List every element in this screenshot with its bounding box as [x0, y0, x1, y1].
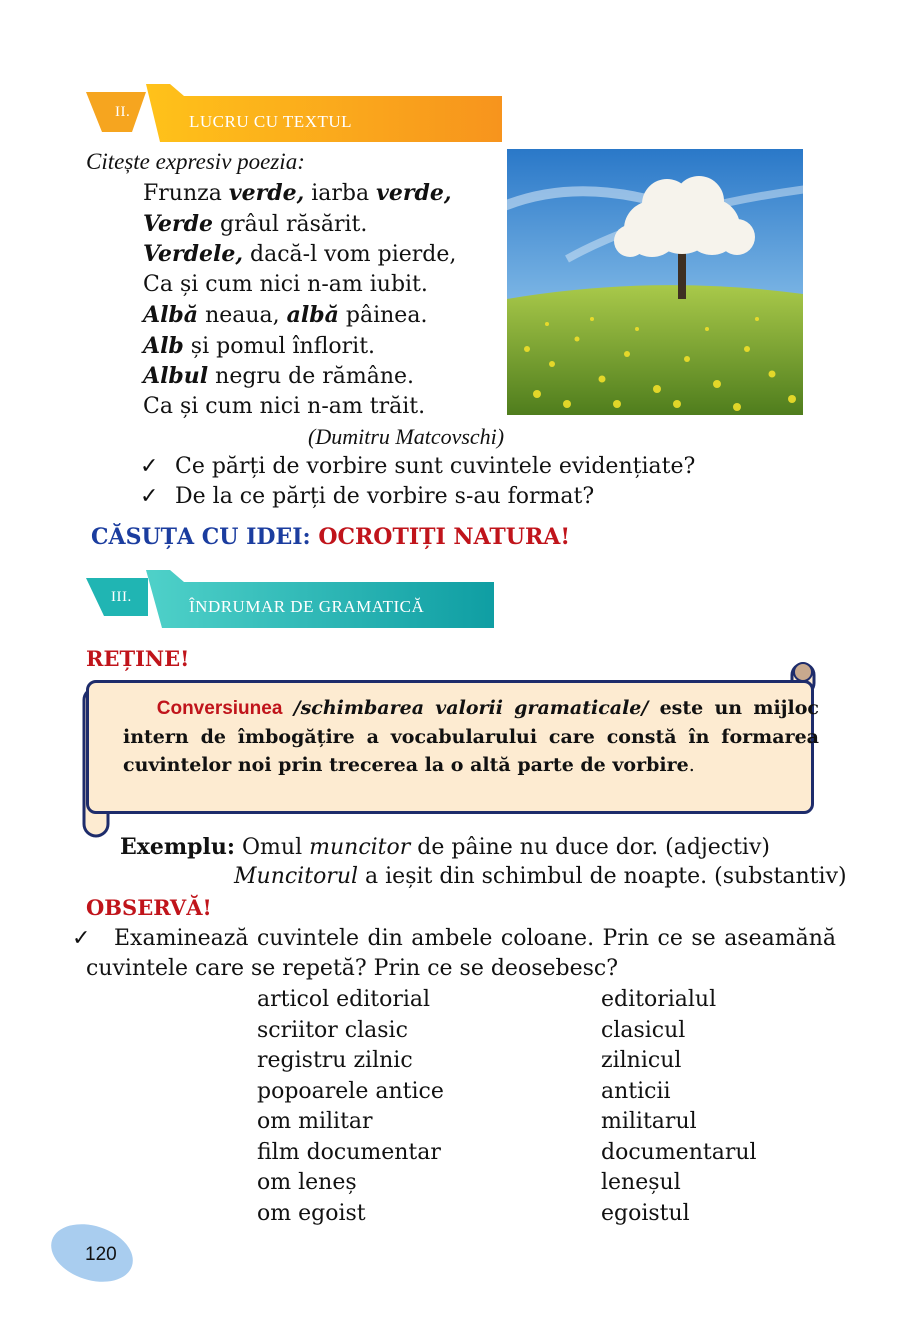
poem-line [143, 300, 427, 331]
text-segment: negru de rămâne. [208, 364, 415, 389]
rule-paren: /schimbarea valorii gramaticale/ [293, 697, 649, 719]
word-item: registru zilnic [257, 1048, 413, 1073]
ideas-line [91, 522, 570, 552]
text-segment: pâinea. [338, 303, 428, 328]
poem-line [143, 361, 414, 392]
text-segment: Omul [235, 835, 310, 860]
text-segment: de pâine nu duce dor. (adjectiv) [410, 835, 770, 860]
text-segment: albă [286, 302, 339, 328]
text-segment: neaua, [198, 303, 287, 328]
word-item: documentarul [601, 1139, 757, 1165]
rule-text [123, 694, 819, 779]
poem-line [143, 209, 367, 240]
word-item: egoistul [601, 1200, 690, 1226]
section-3-number: III. [111, 589, 132, 605]
poem-line [143, 392, 425, 422]
task-text: Examinează cuvintele din ambele coloane. Prin ce se aseamănă cuvintele care se repetă? Prin ce se deosebesc? [86, 926, 836, 981]
word-item: leneșul [601, 1170, 681, 1195]
text-segment: Muncitorul [234, 864, 359, 889]
word-item: om militar [257, 1109, 373, 1134]
rule-rest: este un mijloc intern de îmbogățire a vocabularului care constă în formarea cuvintelor noi prin trecerea la o altă parte de vorbire [123, 697, 819, 776]
page-number: 120 [85, 1244, 117, 1265]
text-segment: muncitor [309, 835, 411, 860]
example-1 [120, 832, 770, 863]
right-column [601, 985, 757, 1229]
poem-author: (Dumitru Matcovschi) [308, 424, 505, 449]
poem-line [143, 331, 375, 362]
word-item: anticii [601, 1078, 671, 1104]
text-segment: și pomul înflorit. [183, 333, 376, 359]
text-segment: Frunza [143, 181, 229, 206]
word-item: zilnicul [601, 1048, 682, 1073]
text-segment: Albă [143, 302, 199, 328]
section-2-title: LUCRU CU TEXTUL [189, 112, 353, 131]
text-segment: Ca și cum nici n-am iubit. [143, 271, 428, 297]
observa-label: OBSERVĂ! [86, 895, 212, 920]
word-item: popoarele antice [257, 1078, 444, 1104]
word-item: film documentar [257, 1139, 441, 1165]
retine-label: REȚINE! [86, 646, 190, 671]
text-segment: iarba [304, 181, 377, 206]
text-segment: Verdele, [143, 241, 244, 267]
check-icon: ✓ [72, 926, 91, 951]
rule-term: Conversiunea [156, 698, 283, 719]
word-item: editorialul [601, 987, 717, 1012]
text-segment: Albul [143, 363, 209, 389]
tree-photo [507, 149, 803, 415]
text-segment: dacă-l vom pierde, [243, 242, 457, 267]
left-column [257, 985, 444, 1229]
text-segment: Ca și cum nici n-am trăit. [143, 393, 426, 419]
question-1: Ce părți de vorbire sunt cuvintele evidențiate? [175, 454, 696, 479]
text-segment: grâul răsărit. [213, 211, 368, 237]
word-item: om leneș [257, 1170, 357, 1195]
text-segment: a ieșit din schimbul de noapte. (substantiv) [358, 864, 847, 889]
check-icon: ✓ [140, 454, 159, 479]
rule-end: . [688, 754, 695, 776]
text-segment: verde, [376, 180, 452, 206]
check-icon: ✓ [140, 484, 159, 509]
text-segment: Alb [143, 332, 184, 359]
poem-line [143, 239, 456, 270]
ideas-label: CĂSUȚA CU IDEI: [91, 524, 311, 550]
poem-line [143, 178, 452, 209]
example-2 [234, 862, 847, 892]
poem-intro: Citește expresiv poezia: [86, 149, 305, 174]
word-item: articol editorial [257, 987, 431, 1012]
word-item: scriitor clasic [257, 1017, 408, 1043]
question-2: De la ce părți de vorbire s-au format? [175, 484, 595, 509]
word-item: om egoist [257, 1200, 366, 1226]
text-segment: verde, [228, 180, 305, 206]
section-2-number: II. [115, 104, 131, 120]
word-item: militarul [601, 1109, 697, 1134]
example-label: Exemplu: [120, 834, 236, 860]
word-item: clasicul [601, 1017, 686, 1043]
poem-line [143, 270, 428, 300]
text-segment: Verde [143, 210, 214, 237]
ideas-text: OCROTIȚI NATURA! [318, 524, 570, 550]
section-3-title: ÎNDRUMAR DE GRAMATICĂ [189, 597, 425, 616]
